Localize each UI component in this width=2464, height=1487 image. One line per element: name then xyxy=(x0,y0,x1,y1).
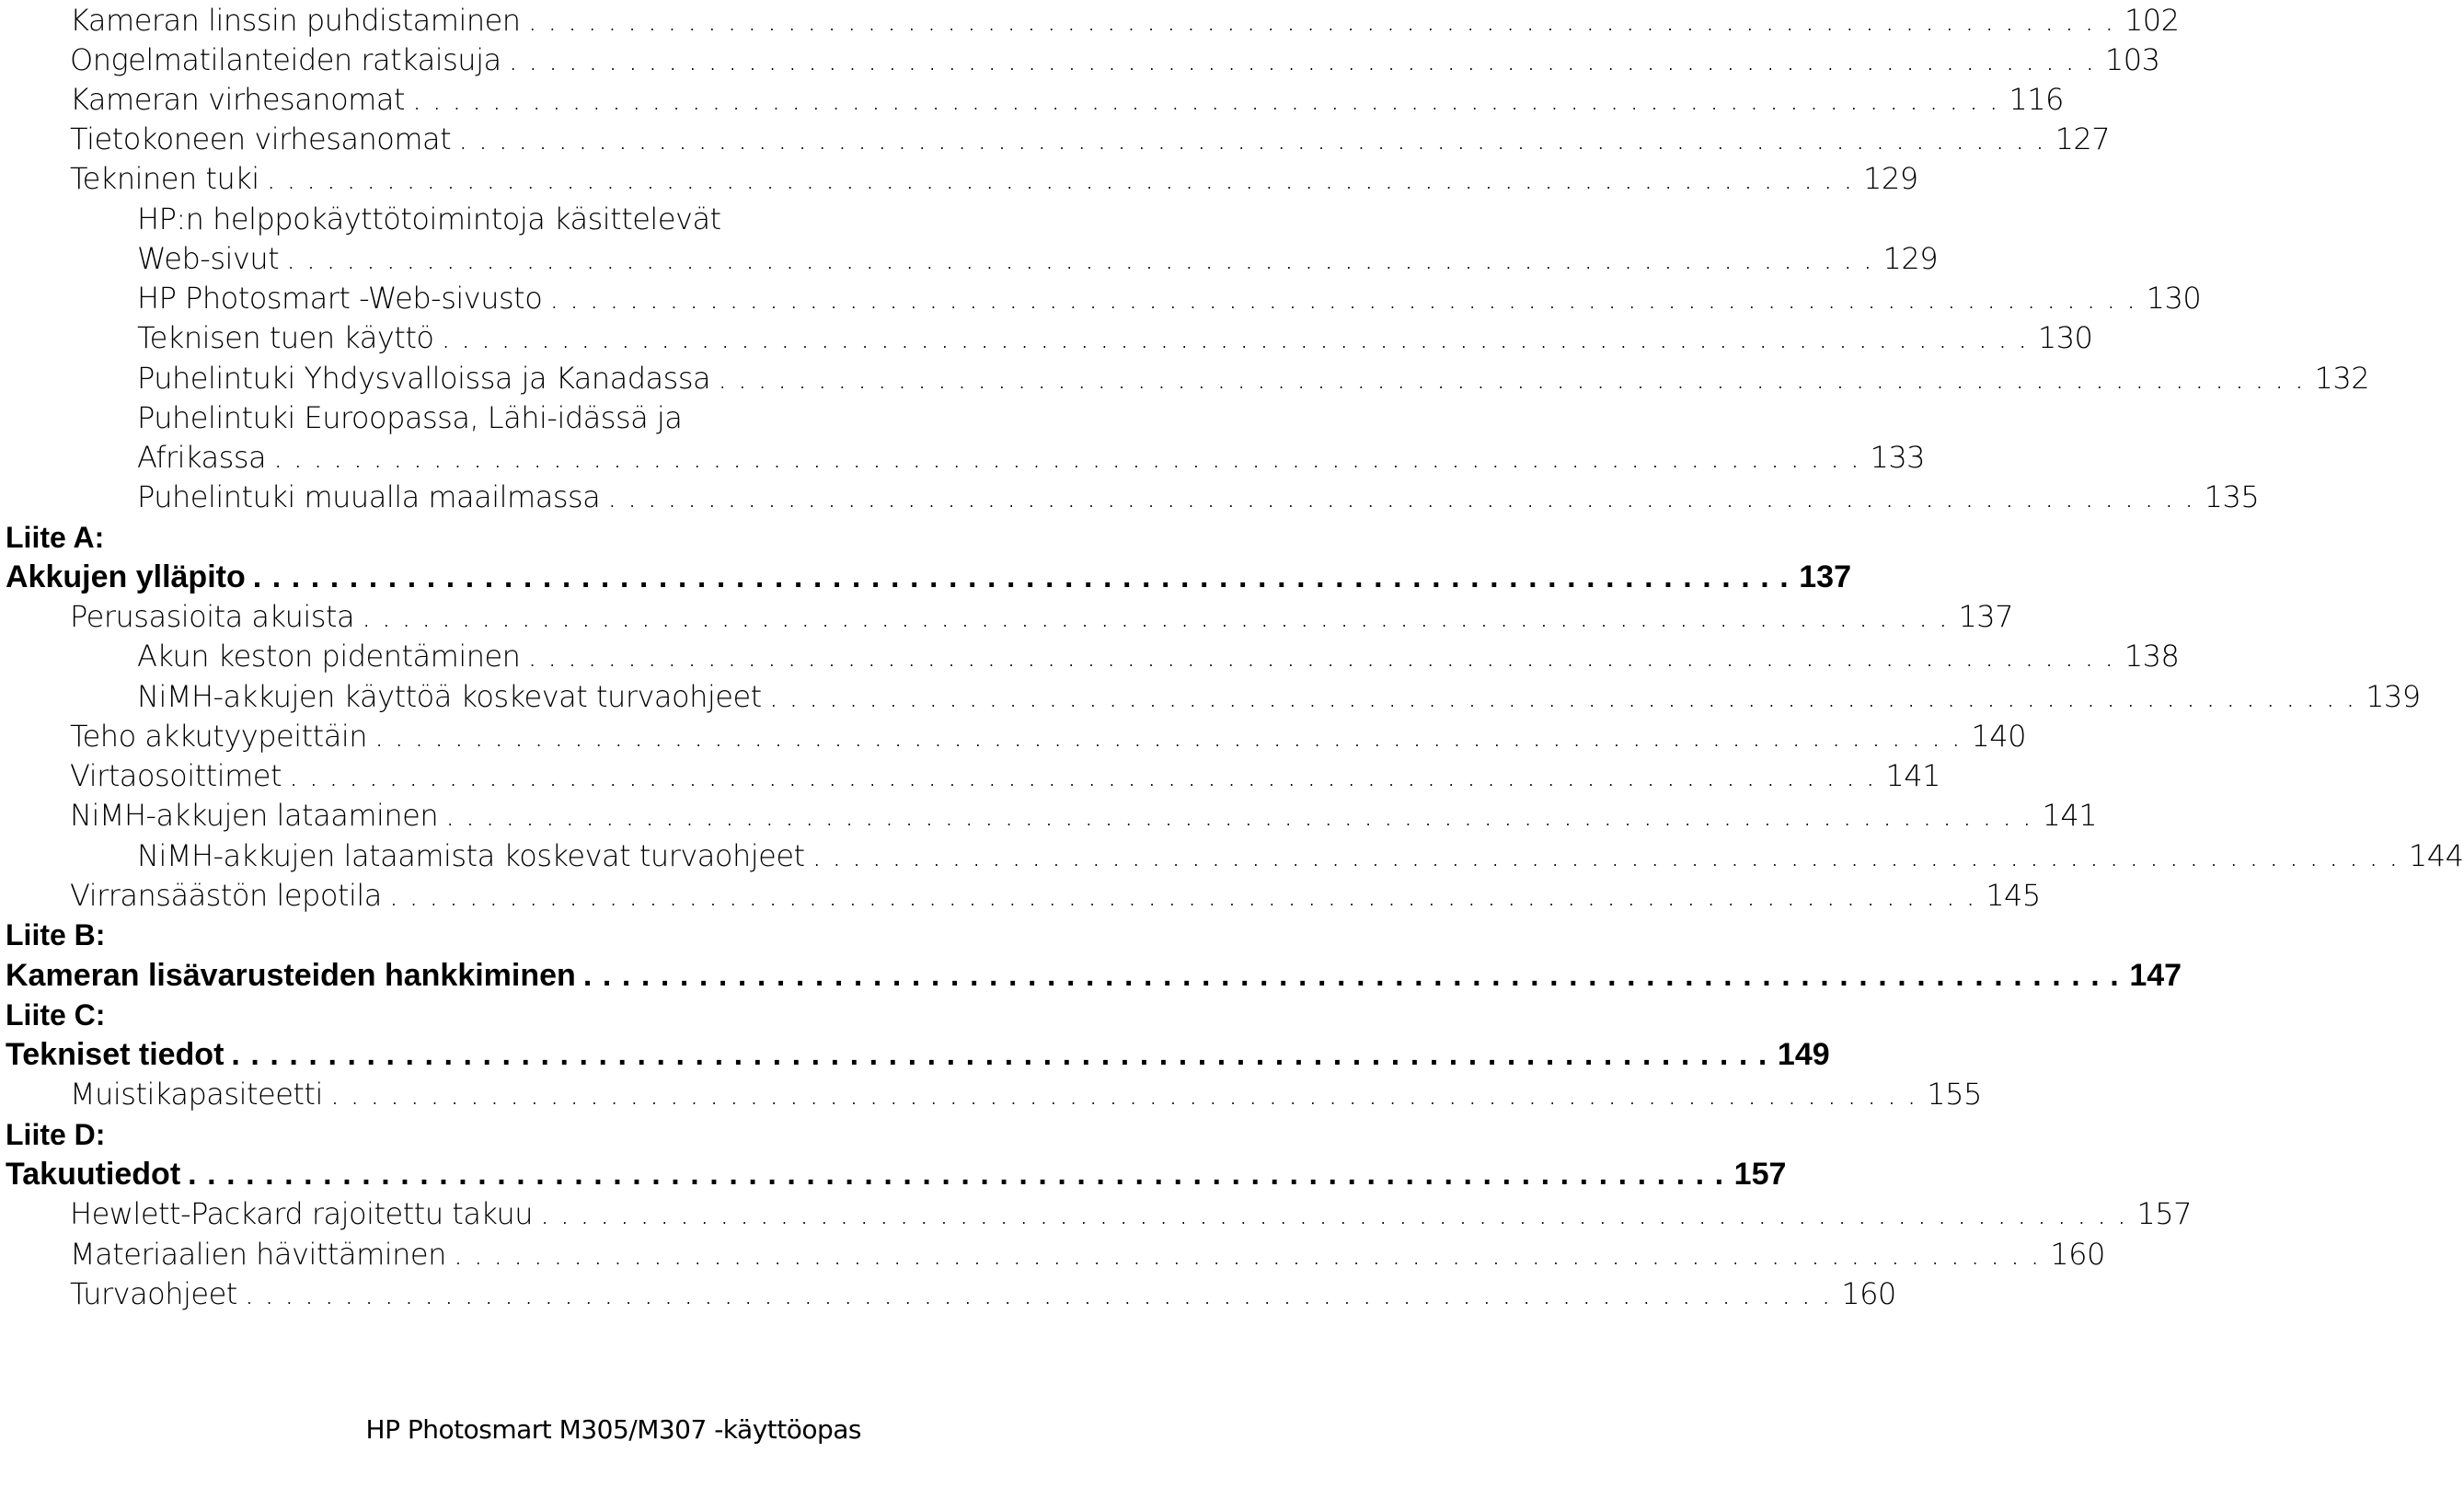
appendix-label: Liite B: xyxy=(6,918,106,951)
toc-page-number: 130 xyxy=(2037,320,2093,355)
toc-page-number: 155 xyxy=(1927,1077,1982,1112)
toc-page-number: 137 xyxy=(1958,599,2014,634)
toc-entry-label: NiMH-akkujen käyttöä koskevat turvaohjeet xyxy=(137,679,762,714)
dot-leader: ................................................................................ xyxy=(582,958,2130,993)
dot-leader: ................................................................................ xyxy=(768,679,2366,714)
toc-entry-label-line1: HP:n helppokäyttötoimintoja käsittelevät xyxy=(137,202,721,236)
dot-leader: ................................................................................ xyxy=(273,440,1871,475)
toc-page-number: 133 xyxy=(1870,440,1926,475)
toc-page-number: 149 xyxy=(1777,1037,1830,1072)
dot-leader: ................................................................................ xyxy=(231,1037,1778,1072)
appendix-label-a xyxy=(0,517,883,558)
toc-chapter-label: Tekniset tiedot xyxy=(6,1037,225,1072)
toc-entry-label: Tekninen tuki xyxy=(70,161,259,196)
appendix-label: Liite D: xyxy=(6,1118,106,1151)
toc-entry[interactable] xyxy=(0,119,2111,159)
dot-leader: ................................................................................ xyxy=(329,1077,1928,1112)
toc-entry-label: Turvaohjeet xyxy=(70,1276,237,1311)
toc-entry[interactable] xyxy=(0,158,1918,199)
toc-entry-label: Tietokoneen virhesanomat xyxy=(70,121,452,156)
toc-page-number: 157 xyxy=(2136,1196,2192,1231)
toc-entry[interactable] xyxy=(0,437,1926,478)
toc-page-number: 129 xyxy=(1863,161,1918,196)
toc-entry[interactable] xyxy=(0,0,2180,40)
toc-chapter-entry[interactable] xyxy=(0,955,2182,996)
toc-page-number: 141 xyxy=(1885,758,1940,793)
appendix-label: Liite C: xyxy=(6,998,106,1032)
toc-page-number: 116 xyxy=(2009,82,2064,117)
toc-entry[interactable] xyxy=(0,40,2160,80)
toc-entry[interactable] xyxy=(0,278,2202,318)
toc-entry-label: Virransäästön lepotila xyxy=(70,878,382,913)
toc-chapter-entry[interactable] xyxy=(0,1034,1830,1075)
dot-leader: ................................................................................ xyxy=(266,161,1864,196)
toc-page-number: 141 xyxy=(2042,798,2098,833)
toc-chapter-label: Kameran lisävarusteiden hankkiminen xyxy=(6,958,576,993)
dot-leader: ................................................................................ xyxy=(527,3,2124,38)
toc-chapter-label: Takuutiedot xyxy=(6,1157,181,1192)
toc-entry-label: Teknisen tuen käyttö xyxy=(137,320,434,355)
toc-entry-label: Ongelmatilanteiden ratkaisuja xyxy=(70,42,501,77)
toc-entry-label: HP Photosmart -Web-sivusto xyxy=(137,281,543,316)
toc-entry[interactable] xyxy=(0,875,2041,916)
dot-leader: ................................................................................ xyxy=(252,559,1800,594)
dot-leader: ................................................................................ xyxy=(411,82,2009,117)
toc-page-number: 130 xyxy=(2146,281,2202,316)
toc-entry-label: Hewlett-Packard rajoitettu takuu xyxy=(70,1196,534,1231)
toc-entry[interactable] xyxy=(0,1274,1896,1314)
toc-entry[interactable] xyxy=(0,755,1940,796)
toc-page-number: 137 xyxy=(1799,559,1851,594)
toc-entry[interactable] xyxy=(0,79,2064,120)
dot-leader: ................................................................................ xyxy=(549,281,2147,316)
toc-page-number: 145 xyxy=(1986,878,2041,913)
dot-leader: ................................................................................ xyxy=(445,798,2043,833)
dot-leader: ................................................................................ xyxy=(362,599,1959,634)
dot-leader: ................................................................................ xyxy=(374,719,1972,754)
toc-entry[interactable] xyxy=(0,1074,1982,1114)
toc-page-number: 140 xyxy=(1971,719,2026,754)
dot-leader: ................................................................................ xyxy=(289,758,1886,793)
toc-page-number: 160 xyxy=(1841,1276,1896,1311)
toc-entry-label: Puhelintuki muualla maailmassa xyxy=(137,479,601,514)
toc-entry[interactable] xyxy=(0,358,2370,398)
toc-page-number: 160 xyxy=(2050,1237,2105,1272)
toc-entry-label-line1: Puhelintuki Euroopassa, Lähi-idässä ja xyxy=(137,400,683,435)
dot-leader: ................................................................................ xyxy=(453,1237,2051,1272)
dot-leader: ................................................................................ xyxy=(718,361,2315,396)
dot-leader: ................................................................................ xyxy=(527,639,2124,674)
toc-entry-label: Kameran virhesanomat xyxy=(70,82,405,117)
toc-entry[interactable] xyxy=(0,676,2421,717)
toc-entry[interactable] xyxy=(0,836,2464,876)
toc-entry[interactable] xyxy=(0,238,1939,279)
toc-entry-label: Afrikassa xyxy=(137,440,267,475)
dot-leader: ................................................................................ xyxy=(812,838,2409,873)
toc-page-number: 132 xyxy=(2314,361,2370,396)
appendix-label: Liite A: xyxy=(6,521,105,554)
toc-entry[interactable] xyxy=(0,636,2180,676)
toc-entry[interactable] xyxy=(0,596,2014,637)
dot-leader: ................................................................................ xyxy=(441,320,2038,355)
toc-page-number: 103 xyxy=(2104,42,2160,77)
dot-leader: ................................................................................ xyxy=(458,121,2055,156)
toc-entry-label: Muistikapasiteetti xyxy=(70,1077,323,1112)
toc-entry-label: NiMH-akkujen lataaminen xyxy=(70,798,439,833)
toc-page-number: 138 xyxy=(2124,639,2180,674)
toc-entry-label: Puhelintuki Yhdysvalloissa ja Kanadassa xyxy=(137,361,711,396)
appendix-label-d xyxy=(0,1114,883,1155)
toc-chapter-label: Akkujen ylläpito xyxy=(6,559,246,594)
toc-entry-label: Materiaalien hävittäminen xyxy=(70,1237,446,1272)
dot-leader: ................................................................................ xyxy=(388,878,1986,913)
toc-chapter-entry[interactable] xyxy=(0,1154,1787,1194)
toc-page-number: 139 xyxy=(2366,679,2421,714)
toc-page-number: 102 xyxy=(2124,3,2180,38)
dot-leader: ................................................................................ xyxy=(286,241,1883,276)
page-footer: HP Photosmart M305/M307 -käyttöopas xyxy=(365,1414,861,1445)
toc-entry-continuation xyxy=(0,398,883,438)
toc-entry[interactable] xyxy=(0,1234,2105,1274)
toc-page-number: 144 xyxy=(2408,838,2464,873)
toc-entry-continuation xyxy=(0,199,883,239)
toc-entry-label: Teho akkutyypeittäin xyxy=(70,719,367,754)
toc-entry[interactable] xyxy=(0,317,2093,358)
toc-entry-label: Web-sivut xyxy=(137,241,280,276)
toc-entry[interactable] xyxy=(0,795,2098,836)
toc-page-number: 147 xyxy=(2129,958,2182,993)
toc-entry-label: Kameran linssin puhdistaminen xyxy=(70,3,521,38)
toc-entry-label: NiMH-akkujen lataamista koskevat turvaohjeet xyxy=(137,838,805,873)
dot-leader: ................................................................................ xyxy=(188,1157,1734,1192)
dot-leader: ................................................................................ xyxy=(508,42,2105,77)
toc-entry-label: Akun keston pidentäminen xyxy=(137,639,521,674)
appendix-label-b xyxy=(0,915,883,955)
toc-entry-label: Virtaosoittimet xyxy=(70,758,282,793)
dot-leader: ................................................................................ xyxy=(244,1276,1842,1311)
toc-entry[interactable] xyxy=(0,477,2260,517)
dot-leader: ................................................................................ xyxy=(540,1196,2137,1231)
toc-chapter-entry[interactable] xyxy=(0,557,1851,597)
toc-page-number: 135 xyxy=(2204,479,2260,514)
toc-entry[interactable] xyxy=(0,716,2026,756)
appendix-label-c xyxy=(0,995,883,1035)
dot-leader: ................................................................................ xyxy=(607,479,2205,514)
toc-page-number: 127 xyxy=(2055,121,2111,156)
toc-page-number: 129 xyxy=(1883,241,1939,276)
toc-page-number: 157 xyxy=(1733,1157,1787,1192)
toc-entry-label: Perusasioita akuista xyxy=(70,599,355,634)
toc-entry[interactable] xyxy=(0,1193,2192,1234)
